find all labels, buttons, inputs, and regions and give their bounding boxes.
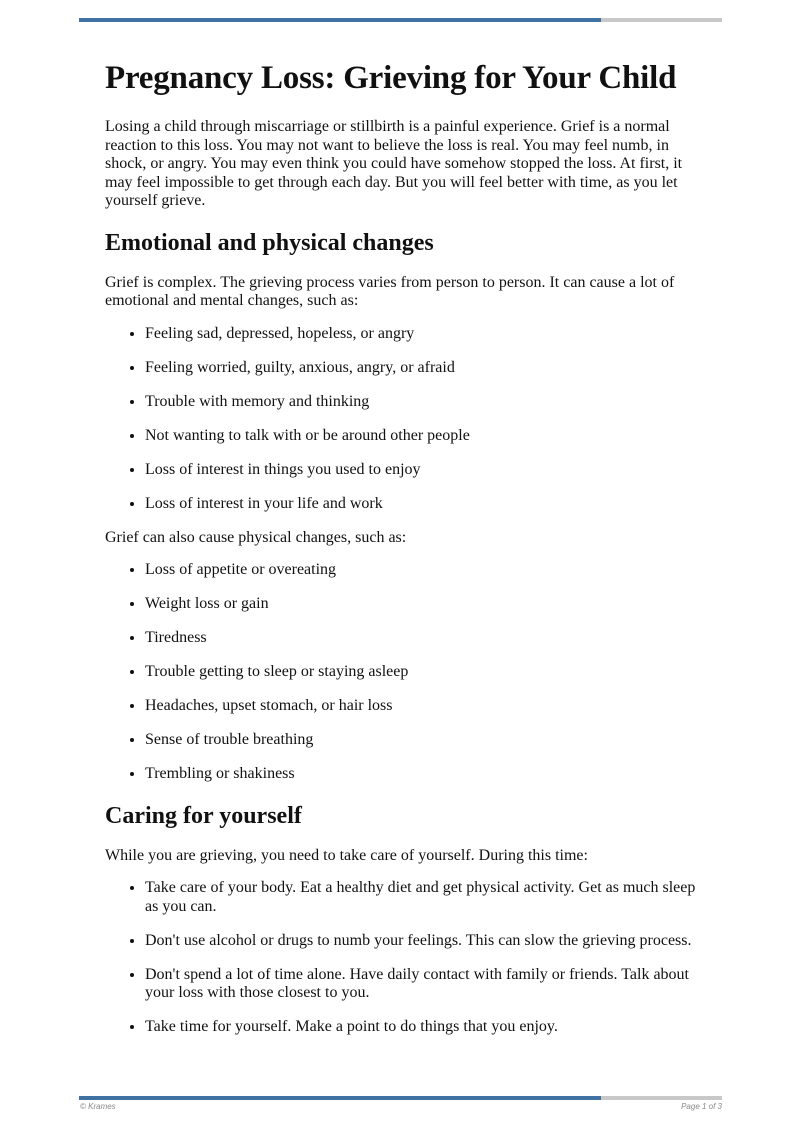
footer-page-number: Page 1 of 3 (681, 1102, 722, 1111)
physical-changes-intro: Grief can also cause physical changes, such as: (105, 528, 407, 546)
list-item: • Feeling worried, guilty, anxious, angry, or afraid (145, 359, 705, 378)
section1-intro: Grief is complex. The grieving process varies from person to person. It can cause a lot of emotional and mental changes, such as: (105, 273, 675, 309)
list-item: • Trouble getting to sleep or staying asleep (145, 663, 705, 682)
list-item: • Loss of interest in things you used to enjoy (145, 461, 705, 480)
section2-intro: While you are grieving, you need to take care of yourself. During this time: (105, 846, 588, 864)
footer-progress-bar (79, 1096, 722, 1100)
intro-paragraph: Losing a child through miscarriage or stillbirth is a painful experience. Grief is a normal reaction to this loss. You may not want to believe the loss is real. You may feel numb, in shock, or angry. You may even think you could have somehow stopped the loss. At first, it may feel impossible to get through each day. But you will feel better with time, as you let yourself grieve. (105, 118, 683, 209)
section-heading-caring: Caring for yourself (105, 802, 302, 829)
list-item: • Don't spend a lot of time alone. Have daily contact with family or friends. Talk about your loss with those closest to you. (145, 966, 705, 1003)
footer-progress-fill (79, 1096, 601, 1100)
list-item: • Not wanting to talk with or be around other people (145, 427, 705, 446)
list-item: • Loss of interest in your life and work (145, 495, 705, 514)
section-heading-emotional-physical: Emotional and physical changes (105, 229, 434, 256)
list-item: • Sense of trouble breathing (145, 731, 705, 750)
list-item: • Loss of appetite or overeating (145, 561, 705, 580)
self-care-list (105, 879, 705, 1037)
header-progress-bar (79, 18, 722, 22)
list-item: • Weight loss or gain (145, 595, 705, 614)
list-item: • Feeling sad, depressed, hopeless, or angry (145, 325, 705, 344)
page-title: Pregnancy Loss: Grieving for Your Child (105, 60, 677, 96)
list-item: • Don't use alcohol or drugs to numb your feelings. This can slow the grieving process. (145, 932, 705, 951)
list-item: • Trouble with memory and thinking (145, 393, 705, 412)
document-body (105, 52, 705, 1052)
list-item: • Take care of your body. Eat a healthy diet and get physical activity. Get as much sleep as you can. (145, 879, 705, 916)
list-item: • Take time for yourself. Make a point to do things that you enjoy. (145, 1018, 705, 1037)
list-item: • Trembling or shakiness (145, 765, 705, 784)
physical-changes-list (105, 561, 705, 784)
footer-copyright: © Krames (80, 1102, 116, 1111)
header-progress-fill (79, 18, 601, 22)
list-item: • Headaches, upset stomach, or hair loss (145, 697, 705, 716)
list-item: • Tiredness (145, 629, 705, 648)
emotional-changes-list (105, 325, 705, 514)
